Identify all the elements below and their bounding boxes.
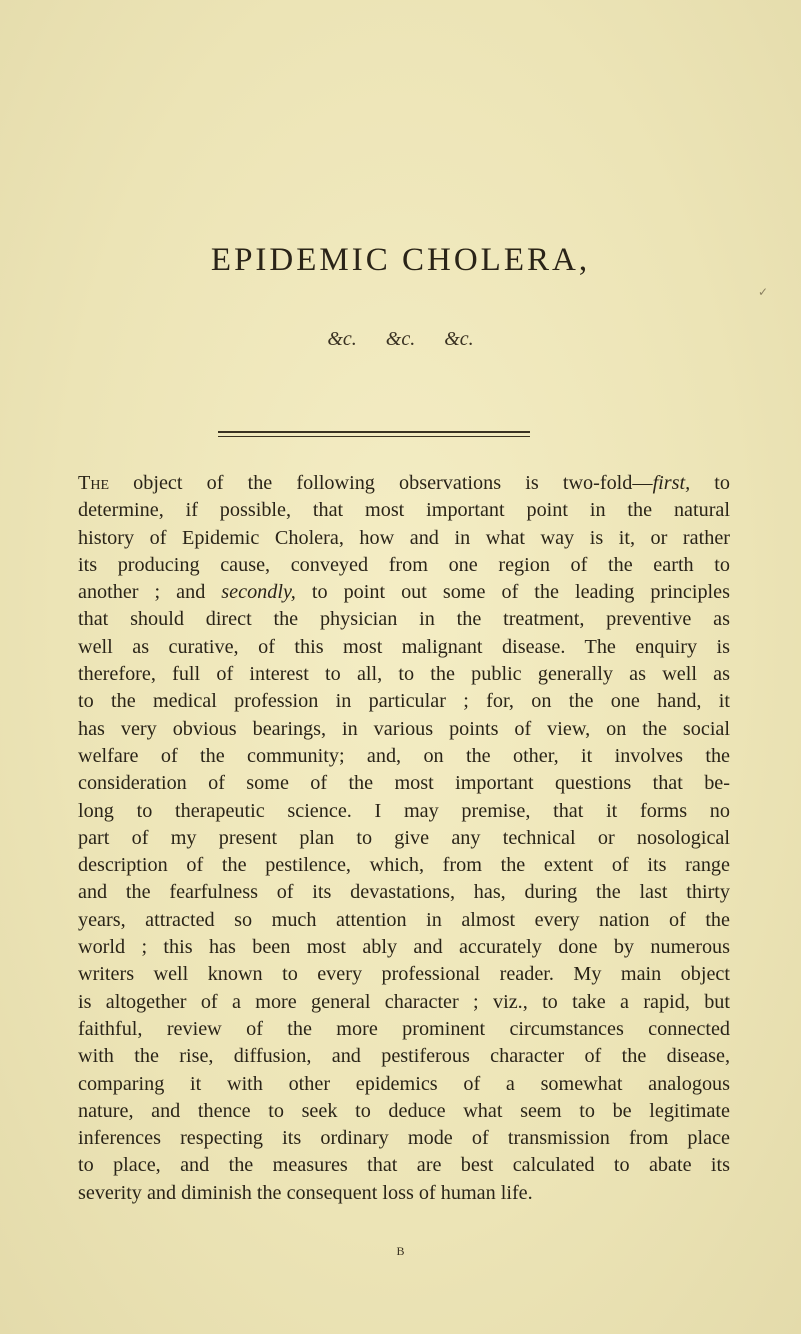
text-line: determine, if possible, that most important point in the natural	[78, 499, 730, 522]
signature-mark: B	[396, 1244, 405, 1258]
page-title: EPIDEMIC CHOLERA,	[210, 242, 591, 278]
etcetera-line	[0, 328, 801, 351]
margin-mark: ✓	[758, 285, 769, 299]
text-line: world ; this has been most ably and accurately done by numerous	[78, 936, 730, 959]
text-line: long to therapeutic science. I may premise, that it forms no	[78, 799, 730, 822]
text-line	[78, 579, 730, 606]
italic-word: first,	[652, 472, 691, 494]
line-text: to point out some of the leading principles	[295, 581, 730, 604]
text-line: well as curative, of this most malignant disease. The enquiry is	[78, 635, 730, 658]
text-line: description of the pestilence, which, from the extent of its range	[78, 854, 730, 877]
text-line: faithful, review of the more prominent circumstances connected	[78, 1017, 730, 1040]
text-line: writers well known to every professional reader. My main object	[78, 963, 730, 986]
title-rule-thick	[218, 431, 530, 433]
line-text: to	[690, 472, 731, 494]
text-line: years, attracted so much attention in almost every nation of the	[78, 908, 730, 931]
text-line: nature, and thence to seek to deduce what seem to be legitimate	[78, 1099, 730, 1122]
text-line: inferences respecting its ordinary mode of transmission from place	[78, 1127, 730, 1150]
text-line: history of Epidemic Cholera, how and in what way is it, or rather	[78, 526, 730, 549]
text-line: severity and diminish the consequent loss of human life.	[78, 1181, 533, 1204]
text-line: comparing it with other epidemics of a somewhat analogous	[78, 1072, 730, 1095]
text-line: to place, and the measures that are best calculated to abate its	[78, 1154, 730, 1177]
text-line: therefore, full of interest to all, to the public generally as well as	[78, 663, 730, 686]
text-line: consideration of some of the most important questions that be-	[78, 772, 730, 795]
text-line: welfare of the community; and, on the other, it involves the	[78, 744, 730, 767]
text-line: is altogether of a more general character ; viz., to take a rapid, but	[78, 990, 730, 1013]
title-rule-thin	[218, 436, 530, 437]
lead-small-caps: The	[78, 472, 109, 494]
text-line: with the rise, diffusion, and pestiferous character of the disease,	[78, 1045, 730, 1068]
line-text: object of the following observations is two-fold—	[109, 472, 653, 494]
line-text: another ; and	[78, 581, 222, 604]
text-line: and the fearfulness of its devastations, has, during the last thirty	[78, 881, 730, 904]
text-line: its producing cause, conveyed from one region of the earth to	[78, 553, 730, 576]
text-line: has very obvious bearings, in various points of view, on the social	[78, 717, 730, 740]
etc-3: &c.	[444, 328, 474, 350]
text-line: part of my present plan to give any technical or nosological	[78, 826, 730, 849]
italic-word: secondly,	[221, 581, 296, 604]
etc-2: &c.	[385, 328, 416, 350]
text-line: that should direct the physician in the treatment, preventive as	[78, 608, 730, 631]
etc-1: &c.	[327, 328, 357, 350]
body-paragraph	[78, 470, 730, 1207]
text-line	[78, 470, 730, 497]
text-line: to the medical profession in particular ; for, on the one hand, it	[78, 690, 730, 713]
